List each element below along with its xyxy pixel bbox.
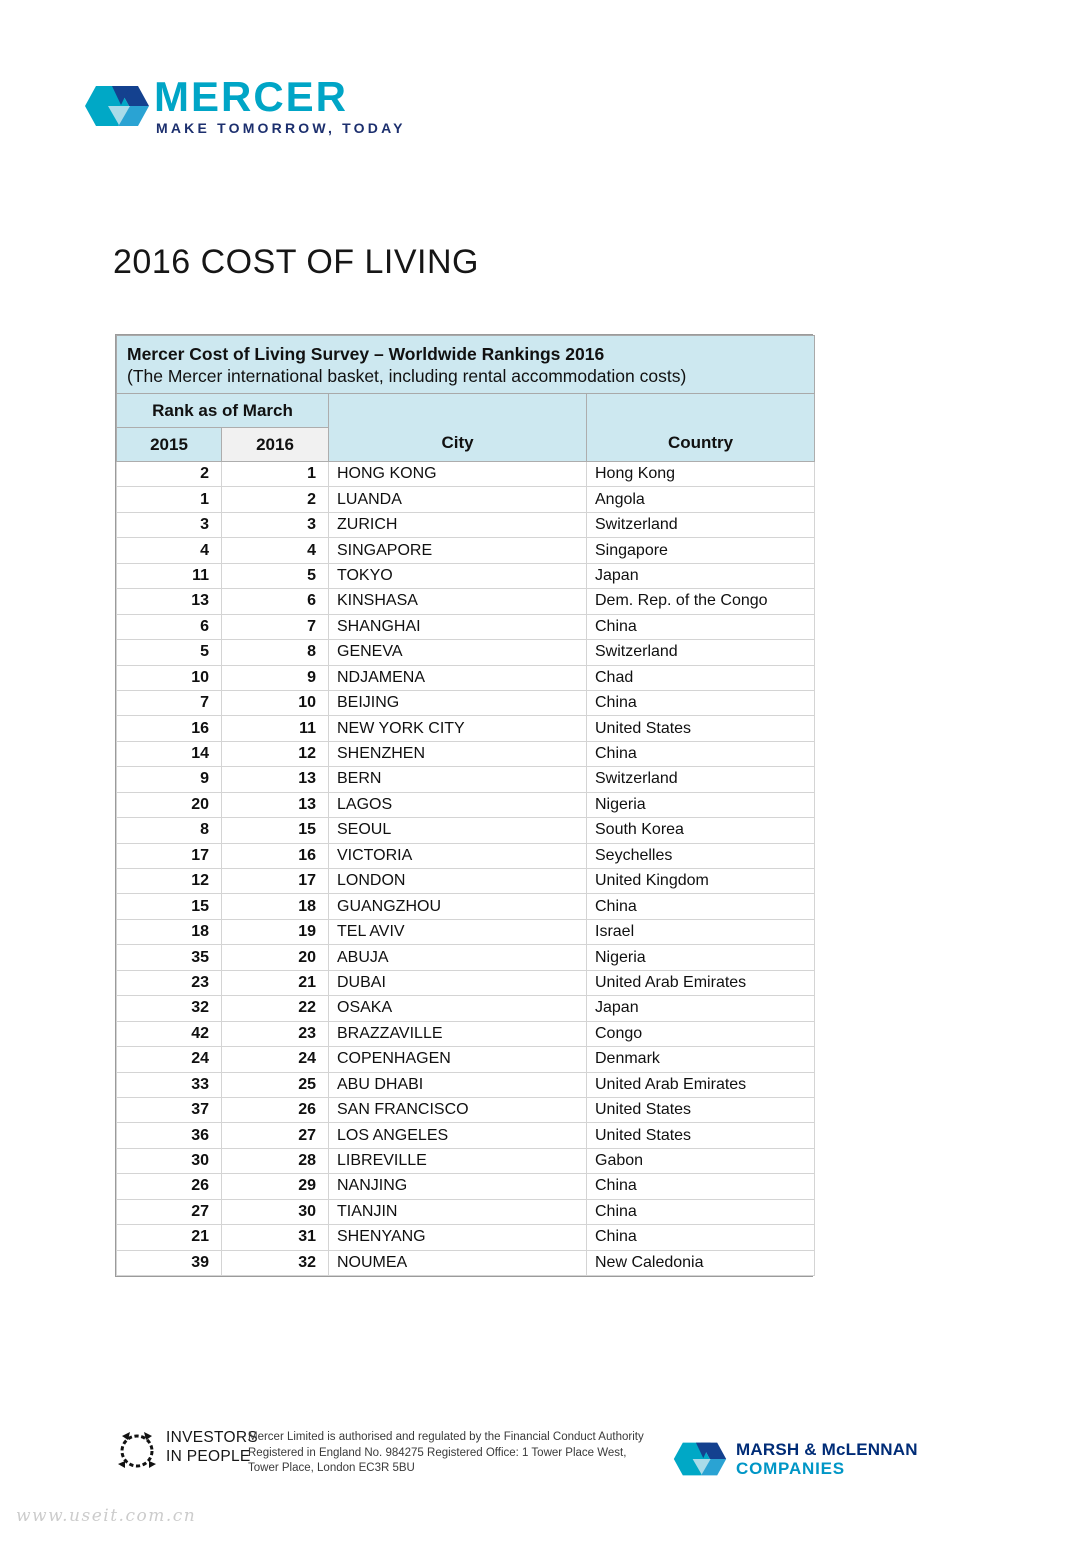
- rank-2015-cell: 5: [117, 640, 222, 665]
- investors-in-people-wreath-icon: [112, 1424, 162, 1474]
- city-cell: LUANDA: [329, 487, 587, 512]
- rank-2015-cell: 8: [117, 818, 222, 843]
- table-row: [117, 919, 815, 944]
- table-row: [117, 818, 815, 843]
- country-cell: Nigeria: [587, 945, 815, 970]
- rank-2016-cell: 26: [222, 1097, 329, 1122]
- table-row: [117, 1097, 815, 1122]
- city-cell: NDJAMENA: [329, 665, 587, 690]
- rank-2015-cell: 16: [117, 716, 222, 741]
- country-cell: United States: [587, 716, 815, 741]
- table-subtitle: (The Mercer international basket, including rental accommodation costs): [127, 366, 687, 386]
- table-row: [117, 1021, 815, 1046]
- rank-2015-cell: 37: [117, 1097, 222, 1122]
- table-row: [117, 462, 815, 487]
- country-cell: Denmark: [587, 1047, 815, 1072]
- country-cell: Angola: [587, 487, 815, 512]
- country-cell: China: [587, 741, 815, 766]
- rank-2016-cell: 23: [222, 1021, 329, 1046]
- rank-2016-cell: 5: [222, 563, 329, 588]
- country-cell: Switzerland: [587, 640, 815, 665]
- city-cell: TIANJIN: [329, 1199, 587, 1224]
- table-row: [117, 1148, 815, 1173]
- rank-2015-cell: 9: [117, 767, 222, 792]
- city-cell: BRAZZAVILLE: [329, 1021, 587, 1046]
- city-cell: TEL AVIV: [329, 919, 587, 944]
- rank-2015-cell: 4: [117, 538, 222, 563]
- table-row: [117, 716, 815, 741]
- country-cell: China: [587, 1225, 815, 1250]
- rank-2015-cell: 26: [117, 1174, 222, 1199]
- country-cell: Gabon: [587, 1148, 815, 1173]
- rank-2015-cell: 18: [117, 919, 222, 944]
- city-cell: LOS ANGELES: [329, 1123, 587, 1148]
- page-title: 2016 COST OF LIVING: [113, 243, 480, 281]
- table-title: Mercer Cost of Living Survey – Worldwide Rankings 2016: [127, 344, 605, 364]
- rank-2016-cell: 13: [222, 792, 329, 817]
- country-cell: United Kingdom: [587, 869, 815, 894]
- city-cell: GENEVA: [329, 640, 587, 665]
- city-cell: LIBREVILLE: [329, 1148, 587, 1173]
- country-cell: Singapore: [587, 538, 815, 563]
- rank-2015-cell: 10: [117, 665, 222, 690]
- rank-2016-cell: 6: [222, 589, 329, 614]
- rank-2016-cell: 31: [222, 1225, 329, 1250]
- mercer-tagline: MAKE TOMORROW, TODAY: [156, 120, 406, 136]
- country-cell: Congo: [587, 1021, 815, 1046]
- rank-2016-cell: 19: [222, 919, 329, 944]
- investors-in-people-label: [166, 1429, 258, 1466]
- city-cell: NEW YORK CITY: [329, 716, 587, 741]
- city-cell: LONDON: [329, 869, 587, 894]
- rank-2015-cell: 21: [117, 1225, 222, 1250]
- country-cell: China: [587, 1174, 815, 1199]
- city-cell: SHENYANG: [329, 1225, 587, 1250]
- rank-2016-cell: 10: [222, 690, 329, 715]
- rank-2015-cell: 27: [117, 1199, 222, 1224]
- country-cell: Japan: [587, 563, 815, 588]
- country-cell: Chad: [587, 665, 815, 690]
- rank-2016-cell: 30: [222, 1199, 329, 1224]
- city-cell: COPENHAGEN: [329, 1047, 587, 1072]
- rank-2016-cell: 20: [222, 945, 329, 970]
- rank-2015-cell: 36: [117, 1123, 222, 1148]
- rank-2016-cell: 28: [222, 1148, 329, 1173]
- rank-2015-cell: 15: [117, 894, 222, 919]
- rank-2016-cell: 24: [222, 1047, 329, 1072]
- city-cell: HONG KONG: [329, 462, 587, 487]
- city-cell: LAGOS: [329, 792, 587, 817]
- rank-2016-cell: 15: [222, 818, 329, 843]
- rank-2016-cell: 22: [222, 996, 329, 1021]
- rank-2016-cell: 21: [222, 970, 329, 995]
- rank-2015-cell: 13: [117, 589, 222, 614]
- rank-2016-cell: 18: [222, 894, 329, 919]
- city-cell: GUANGZHOU: [329, 894, 587, 919]
- rank-2016-cell: 4: [222, 538, 329, 563]
- country-cell: China: [587, 1199, 815, 1224]
- legal-text: [248, 1430, 668, 1477]
- table-row: [117, 563, 815, 588]
- city-cell: ABUJA: [329, 945, 587, 970]
- rank-2015-cell: 33: [117, 1072, 222, 1097]
- table-row: [117, 538, 815, 563]
- column-header-2015: 2015: [117, 428, 222, 462]
- table-row: [117, 1047, 815, 1072]
- rank-2015-cell: 14: [117, 741, 222, 766]
- legal-line3: Tower Place, London EC3R 5BU: [248, 1462, 415, 1474]
- country-cell: New Caledonia: [587, 1250, 815, 1275]
- table-row: [117, 1123, 815, 1148]
- country-cell: Hong Kong: [587, 462, 815, 487]
- city-cell: BERN: [329, 767, 587, 792]
- city-cell: SINGAPORE: [329, 538, 587, 563]
- rank-2015-cell: 6: [117, 614, 222, 639]
- city-cell: ABU DHABI: [329, 1072, 587, 1097]
- column-header-city: City: [329, 394, 587, 462]
- legal-line2: Registered in England No. 984275 Registered Office: 1 Tower Place West,: [248, 1446, 627, 1459]
- rank-2016-cell: 32: [222, 1250, 329, 1275]
- table-row: [117, 1250, 815, 1275]
- rank-2015-cell: 11: [117, 563, 222, 588]
- country-cell: Dem. Rep. of the Congo: [587, 589, 815, 614]
- rank-2016-cell: 12: [222, 741, 329, 766]
- table-row: [117, 970, 815, 995]
- city-cell: OSAKA: [329, 996, 587, 1021]
- table-row: [117, 487, 815, 512]
- iip-line1: INVESTORS: [166, 1429, 258, 1446]
- rank-2016-cell: 11: [222, 716, 329, 741]
- rank-2016-cell: 1: [222, 462, 329, 487]
- table-row: [117, 894, 815, 919]
- country-cell: Israel: [587, 919, 815, 944]
- legal-line1: Mercer Limited is authorised and regulated by the Financial Conduct Authority: [248, 1431, 644, 1443]
- table-title-row: [117, 336, 815, 394]
- country-cell: Japan: [587, 996, 815, 1021]
- rank-2015-cell: 35: [117, 945, 222, 970]
- country-cell: China: [587, 690, 815, 715]
- table-row: [117, 792, 815, 817]
- city-cell: BEIJING: [329, 690, 587, 715]
- column-header-country: Country: [587, 394, 815, 462]
- rank-2016-cell: 7: [222, 614, 329, 639]
- country-cell: United States: [587, 1123, 815, 1148]
- city-cell: SHENZHEN: [329, 741, 587, 766]
- city-cell: VICTORIA: [329, 843, 587, 868]
- city-cell: KINSHASA: [329, 589, 587, 614]
- rank-2015-cell: 1: [117, 487, 222, 512]
- table-row: [117, 741, 815, 766]
- table-row: [117, 945, 815, 970]
- table-row: [117, 665, 815, 690]
- country-cell: South Korea: [587, 818, 815, 843]
- rank-2016-cell: 2: [222, 487, 329, 512]
- rank-2016-cell: 9: [222, 665, 329, 690]
- country-cell: Switzerland: [587, 767, 815, 792]
- city-cell: NANJING: [329, 1174, 587, 1199]
- table-row: [117, 690, 815, 715]
- rank-2016-cell: 27: [222, 1123, 329, 1148]
- rank-2015-cell: 23: [117, 970, 222, 995]
- country-cell: United States: [587, 1097, 815, 1122]
- table-row: [117, 512, 815, 537]
- table-row: [117, 767, 815, 792]
- rank-2015-cell: 20: [117, 792, 222, 817]
- rank-2015-cell: 12: [117, 869, 222, 894]
- watermark: www.useit.com.cn: [16, 1506, 197, 1526]
- city-cell: TOKYO: [329, 563, 587, 588]
- rank-2016-cell: 25: [222, 1072, 329, 1097]
- city-cell: NOUMEA: [329, 1250, 587, 1275]
- city-cell: SAN FRANCISCO: [329, 1097, 587, 1122]
- rank-2016-cell: 13: [222, 767, 329, 792]
- country-cell: China: [587, 614, 815, 639]
- country-cell: United Arab Emirates: [587, 1072, 815, 1097]
- rank-2015-cell: 3: [117, 512, 222, 537]
- rank-2015-cell: 30: [117, 1148, 222, 1173]
- table-row: [117, 1225, 815, 1250]
- table-row: [117, 614, 815, 639]
- column-header-2016: 2016: [222, 428, 329, 462]
- country-cell: Switzerland: [587, 512, 815, 537]
- country-cell: China: [587, 894, 815, 919]
- rank-group-header: Rank as of March: [117, 394, 329, 428]
- rank-table-body: [117, 462, 815, 1276]
- rank-2016-cell: 3: [222, 512, 329, 537]
- table-title-cell: [117, 336, 815, 394]
- country-cell: Nigeria: [587, 792, 815, 817]
- marsh-mclennan-label: MARSH & McLENNAN: [736, 1440, 918, 1459]
- city-cell: SEOUL: [329, 818, 587, 843]
- companies-label: COMPANIES: [736, 1459, 845, 1478]
- table-group-header-row: [117, 394, 815, 428]
- table-row: [117, 869, 815, 894]
- country-cell: United Arab Emirates: [587, 970, 815, 995]
- city-cell: ZURICH: [329, 512, 587, 537]
- table-row: [117, 843, 815, 868]
- table-row: [117, 1199, 815, 1224]
- rank-2016-cell: 8: [222, 640, 329, 665]
- rank-2016-cell: 29: [222, 1174, 329, 1199]
- rank-2015-cell: 24: [117, 1047, 222, 1072]
- rank-2015-cell: 39: [117, 1250, 222, 1275]
- table-row: [117, 1072, 815, 1097]
- table-row: [117, 1174, 815, 1199]
- city-cell: SHANGHAI: [329, 614, 587, 639]
- table-row: [117, 640, 815, 665]
- rank-2015-cell: 42: [117, 1021, 222, 1046]
- city-cell: DUBAI: [329, 970, 587, 995]
- table-row: [117, 589, 815, 614]
- rank-2016-cell: 17: [222, 869, 329, 894]
- rank-2015-cell: 32: [117, 996, 222, 1021]
- mercer-wordmark: MERCER: [154, 73, 349, 120]
- table-row: [117, 996, 815, 1021]
- marsh-mclennan-hex-m-icon: [673, 1436, 727, 1482]
- cost-of-living-table: [115, 334, 813, 1277]
- rank-2015-cell: 7: [117, 690, 222, 715]
- rank-2016-cell: 16: [222, 843, 329, 868]
- rank-2015-cell: 2: [117, 462, 222, 487]
- mercer-hex-m-icon: [84, 78, 150, 134]
- iip-line2: IN PEOPLE: [166, 1447, 251, 1465]
- rank-2015-cell: 17: [117, 843, 222, 868]
- country-cell: Seychelles: [587, 843, 815, 868]
